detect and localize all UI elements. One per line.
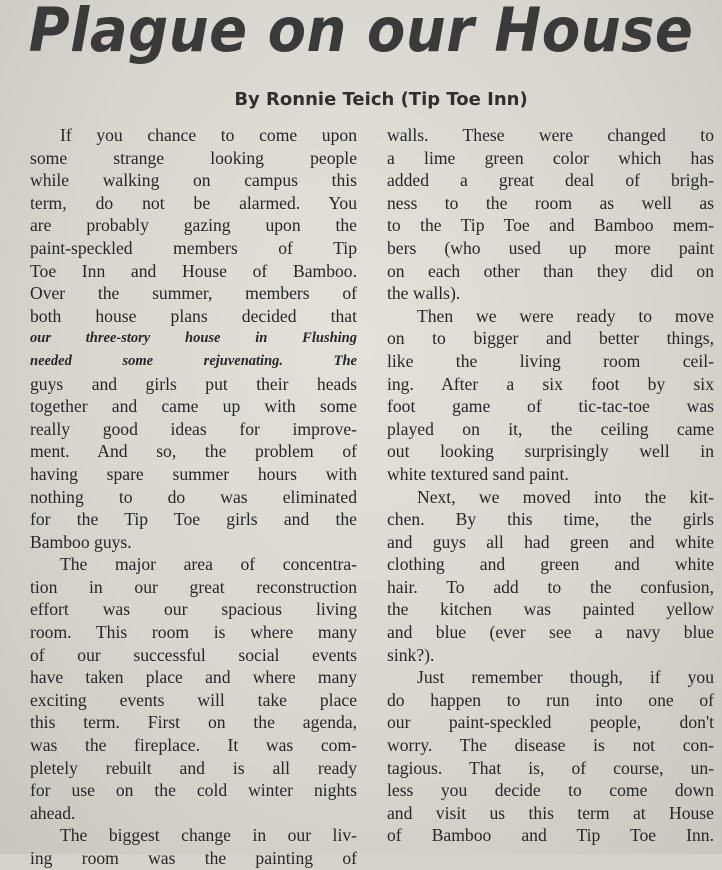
text-line: and guys all had green and white bbox=[387, 531, 714, 552]
text-line: the walls). bbox=[387, 283, 461, 304]
text-line: foot game of tic-tac-toe was bbox=[387, 396, 714, 417]
text-line: on each other than they did on bbox=[387, 260, 714, 281]
text-line: walls. These were changed to bbox=[387, 125, 714, 145]
text-line: this term. First on the agenda, bbox=[30, 712, 357, 733]
text-line: while walking on campus this bbox=[30, 170, 357, 191]
text-line: Bamboo guys. bbox=[30, 531, 132, 552]
text-line: Toe Inn and House of Bamboo. bbox=[30, 260, 357, 281]
text-line: both house plans decided that bbox=[30, 305, 357, 326]
text-line: some strange looking people bbox=[30, 147, 357, 168]
text-line: on to bigger and better things, bbox=[387, 328, 714, 349]
text-line: ing. After a six foot by six bbox=[387, 373, 714, 394]
text-line: for the Tip Toe girls and the bbox=[30, 509, 357, 530]
text-line: tion in our great reconstruction bbox=[30, 576, 357, 597]
text-line: hair. To add to the confusion, bbox=[387, 576, 714, 597]
text-line: ing room was the painting of bbox=[30, 848, 357, 868]
text-line: out looking surprisingly well in bbox=[387, 441, 714, 462]
text-line: clothing and green and white bbox=[387, 554, 714, 575]
text-line: tagious. That is, of course, un- bbox=[387, 757, 714, 778]
text-line: nothing to do was eliminated bbox=[30, 486, 357, 507]
column-left bbox=[30, 124, 357, 870]
text-line: The biggest change in our liv- bbox=[60, 825, 357, 846]
text-line: of Bamboo and Tip Toe Inn. bbox=[387, 825, 714, 846]
text-line: of our successful social events bbox=[30, 644, 357, 665]
text-line: Just remember though, if you bbox=[417, 667, 714, 688]
text-line: and blue (ever see a navy blue bbox=[387, 622, 714, 643]
text-line: chen. By this time, the girls bbox=[387, 509, 714, 530]
text-line: for use on the cold winter nights bbox=[30, 780, 357, 801]
text-line: Then we were ready to move bbox=[417, 305, 714, 326]
text-line: added a great deal of brigh- bbox=[387, 170, 714, 191]
text-line: If you chance to come upon bbox=[60, 125, 357, 145]
text-line: less you decide to come down bbox=[387, 780, 714, 801]
text-line: effort was our spacious living bbox=[30, 599, 357, 620]
text-line: exciting events will take place bbox=[30, 689, 357, 710]
text-line: needed some rejuvenating. The bbox=[30, 352, 357, 369]
text-line: white textured sand paint. bbox=[387, 463, 569, 484]
text-line: played on it, the ceiling came bbox=[387, 418, 714, 439]
text-line: to the Tip Toe and Bamboo mem- bbox=[387, 215, 714, 236]
text-line: The major area of concentra- bbox=[60, 554, 357, 575]
text-line: having spare summer hours with bbox=[30, 463, 357, 484]
text-line: like the living room ceil- bbox=[387, 350, 714, 371]
text-line: worry. The disease is not con- bbox=[387, 735, 714, 756]
text-line: our three-story house in Flushing bbox=[30, 330, 357, 347]
text-line: do happen to run into one of bbox=[387, 689, 714, 710]
text-line: sink?). bbox=[387, 644, 435, 665]
text-line: ment. And so, the problem of bbox=[30, 441, 357, 462]
text-line: ahead. bbox=[30, 802, 76, 823]
text-line: really good ideas for improve- bbox=[30, 418, 357, 439]
text-line: room. This room is where many bbox=[30, 622, 357, 643]
text-line: paint-speckled members of Tip bbox=[30, 237, 357, 258]
text-line: are probably gazing upon the bbox=[30, 215, 357, 236]
text-line: pletely rebuilt and is all ready bbox=[30, 757, 357, 778]
text-line: Over the summer, members of bbox=[30, 283, 357, 304]
text-line: term, do not be alarmed. You bbox=[30, 192, 357, 213]
text-line: the kitchen was painted yellow bbox=[387, 599, 714, 620]
text-line: was the fireplace. It was com- bbox=[30, 735, 357, 756]
text-line: a lime green color which has bbox=[387, 147, 714, 168]
text-line: together and came up with some bbox=[30, 396, 357, 417]
text-line: ness to the room as well as bbox=[387, 192, 714, 213]
headline: Plague on our House bbox=[28, 0, 694, 67]
text-line: and visit us this term at House bbox=[387, 802, 714, 823]
text-line: guys and girls put their heads bbox=[30, 373, 357, 394]
column-right bbox=[387, 124, 714, 870]
byline: By Ronnie Teich (Tip Toe Inn) bbox=[234, 89, 528, 110]
text-line: our paint-speckled people, don't bbox=[387, 712, 714, 733]
text-line: Next, we moved into the kit- bbox=[417, 486, 714, 507]
article-body bbox=[30, 124, 714, 870]
text-line: bers (who used up more paint bbox=[387, 237, 714, 258]
text-line: have taken place and where many bbox=[30, 667, 357, 688]
